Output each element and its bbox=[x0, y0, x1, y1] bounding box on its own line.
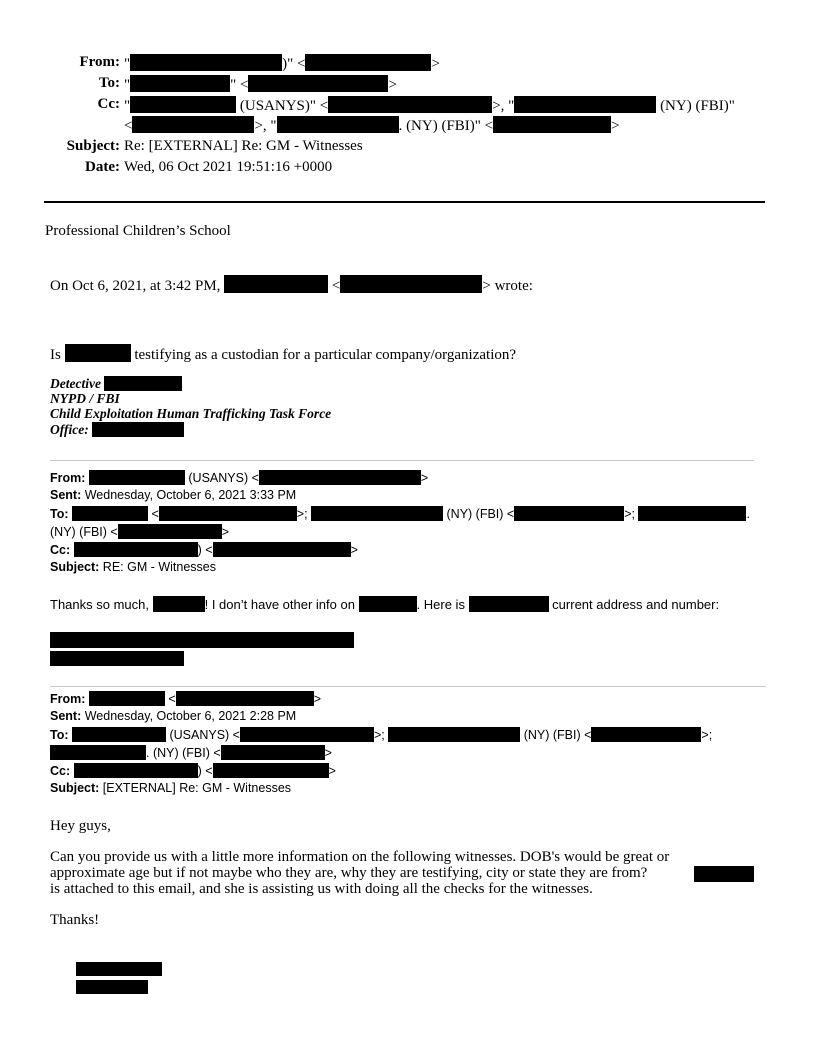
on-wrote-line: On Oct 6, 2021, at 3:42 PM, < > wrote: bbox=[50, 275, 533, 295]
redaction bbox=[176, 691, 314, 706]
redaction bbox=[159, 506, 297, 521]
signature-office: Office: bbox=[50, 422, 184, 438]
school-name: Professional Children’s School bbox=[45, 223, 231, 239]
redacted-address bbox=[50, 632, 354, 648]
redaction bbox=[591, 727, 701, 742]
redacted-signature-name bbox=[76, 962, 162, 976]
redaction bbox=[469, 596, 549, 612]
from-label: From: bbox=[79, 54, 120, 70]
subject-value: Re: [EXTERNAL] Re: GM - Witnesses bbox=[124, 138, 363, 154]
redaction bbox=[514, 96, 656, 113]
redaction bbox=[514, 506, 624, 521]
signature-org: NYPD / FBI bbox=[50, 391, 120, 406]
date-label: Date: bbox=[85, 159, 120, 175]
from-value: " )" < > bbox=[124, 56, 440, 72]
redaction bbox=[132, 116, 254, 133]
msg3-to-line2: . (NY) (FBI) < > bbox=[50, 745, 332, 760]
redaction bbox=[89, 691, 165, 706]
redaction bbox=[130, 75, 230, 92]
redaction bbox=[328, 96, 492, 113]
msg2-to-line1: To: < >; (NY) (FBI) < >; . bbox=[50, 507, 750, 521]
msg2-sent: Sent: Wednesday, October 6, 2021 3:33 PM bbox=[50, 488, 297, 502]
redaction bbox=[638, 506, 746, 521]
msg3-to-line1: To: (USANYS) < >; (NY) (FBI) < >; bbox=[50, 728, 713, 742]
message-divider bbox=[50, 460, 754, 461]
cc-value-line1: " (USANYS)" < >, " (NY) (FBI)" bbox=[124, 98, 735, 114]
signature-unit: Child Exploitation Human Trafficking Task Force bbox=[50, 406, 332, 421]
redaction bbox=[305, 54, 431, 71]
redaction bbox=[104, 376, 182, 391]
cc-label: Cc: bbox=[97, 96, 120, 112]
msg3-sent: Sent: Wednesday, October 6, 2021 2:28 PM bbox=[50, 709, 297, 723]
msg2-subject: Subject: RE: GM - Witnesses bbox=[50, 560, 216, 574]
header-divider bbox=[44, 201, 765, 203]
msg3-paragraph-line2: approximate age but if not maybe who they are, why they are testifying, city or state they are from? bbox=[50, 865, 648, 881]
date-value: Wed, 06 Oct 2021 19:51:16 +0000 bbox=[124, 159, 333, 175]
redaction bbox=[74, 763, 198, 778]
cc-value-line2: < >, " . (NY) (FBI)" < > bbox=[124, 118, 620, 134]
redacted-phone bbox=[50, 651, 184, 666]
redaction bbox=[248, 75, 388, 92]
redaction bbox=[89, 470, 185, 485]
msg3-thanks: Thanks! bbox=[50, 912, 100, 928]
redaction bbox=[311, 506, 443, 521]
redaction bbox=[340, 275, 482, 293]
redaction bbox=[221, 745, 325, 760]
redaction bbox=[92, 422, 184, 437]
redaction bbox=[50, 745, 146, 760]
msg3-subject: Subject: [EXTERNAL] Re: GM - Witnesses bbox=[50, 781, 292, 795]
redaction bbox=[118, 524, 222, 539]
msg3-cc: Cc: ) < > bbox=[50, 764, 336, 778]
msg3-greeting: Hey guys, bbox=[50, 818, 111, 834]
to-value: " " < > bbox=[124, 77, 397, 93]
msg3-paragraph-line3: is attached to this email, and she is assisting us with doing all the checks for the witnesses. bbox=[50, 881, 593, 897]
to-label: To: bbox=[98, 75, 120, 91]
subject-label: Subject: bbox=[66, 138, 120, 154]
redaction bbox=[72, 727, 166, 742]
redaction bbox=[72, 506, 148, 521]
msg3-from: From: < > bbox=[50, 692, 321, 706]
redaction bbox=[493, 116, 611, 133]
redaction bbox=[240, 727, 374, 742]
redaction bbox=[213, 542, 351, 557]
redaction bbox=[213, 763, 329, 778]
msg2-thanks-line: Thanks so much, ! I don’t have other info on . Here is current address and number: bbox=[50, 597, 720, 612]
redaction bbox=[388, 727, 520, 742]
msg2-cc: Cc: ) < > bbox=[50, 543, 358, 557]
redacted-signature-title bbox=[76, 980, 148, 994]
msg2-to-line2: (NY) (FBI) < > bbox=[50, 525, 230, 539]
redaction bbox=[153, 596, 205, 612]
redaction bbox=[65, 344, 131, 362]
message-divider bbox=[50, 686, 766, 687]
redaction bbox=[74, 542, 198, 557]
redaction bbox=[259, 470, 421, 485]
redaction bbox=[130, 96, 236, 113]
redaction bbox=[359, 596, 417, 612]
msg2-from: From: (USANYS) < > bbox=[50, 471, 429, 485]
redaction bbox=[224, 275, 328, 293]
signature-detective: Detective bbox=[50, 376, 182, 392]
redaction bbox=[694, 866, 754, 882]
redaction bbox=[277, 116, 399, 133]
redaction bbox=[130, 54, 282, 71]
custodian-question: Is testifying as a custodian for a particular company/organization? bbox=[50, 344, 516, 364]
msg3-paragraph-line1: Can you provide us with a little more information on the following witnesses. DOB's would be great or bbox=[50, 849, 670, 865]
